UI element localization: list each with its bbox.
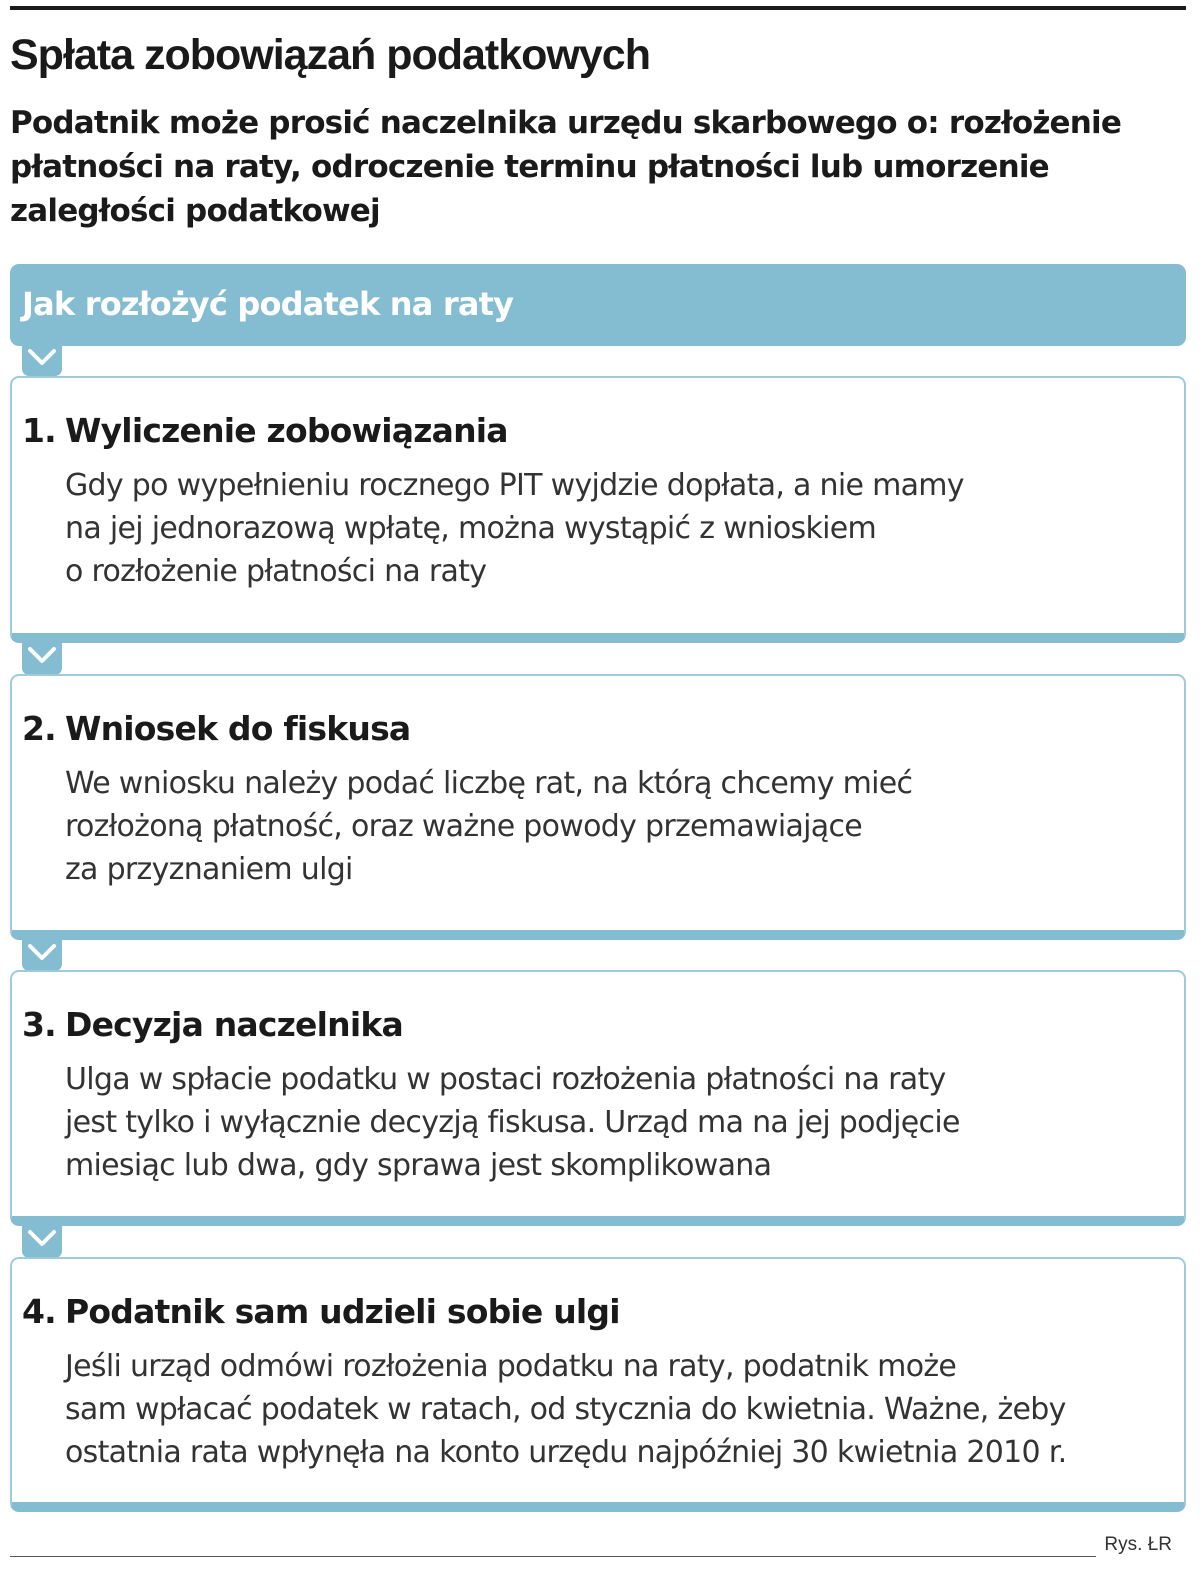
step-description-line: na jej jednorazową wpłatę, można wystąpić z wnioskiem [65, 511, 877, 546]
step-description-line: jest tylko i wyłącznie decyzją fiskusa. Urząd ma na jej podjęcie [65, 1105, 960, 1140]
step-description-line: sam wpłacać podatek w ratach, od stycznia do kwietnia. Ważne, żeby [65, 1392, 1066, 1427]
step-description-line: We wniosku należy podać liczbę rat, na którą chcemy mieć [65, 766, 913, 801]
step-card-2 [10, 674, 1186, 940]
step-title [22, 1290, 620, 1334]
step-number: 2. [22, 709, 56, 748]
section-header [10, 264, 1186, 346]
subtitle: Podatnik może prosić naczelnika urzędu skarbowego o: rozłożenie płatności na raty, odroczenie terminu płatności lub umorzenie zaległości podatkowej [10, 105, 1122, 229]
step-description [65, 1058, 1175, 1187]
bottom-rule [10, 1556, 1096, 1557]
step-description-line: za przyznaniem ulgi [65, 852, 353, 887]
connector-arrow [22, 344, 62, 376]
step-description-line: o rozłożenie płatności na raty [65, 554, 487, 589]
step-number: 1. [22, 411, 56, 450]
step-number: 4. [22, 1292, 56, 1331]
chevron-down-icon [27, 348, 57, 368]
chevron-down-icon [27, 1229, 57, 1249]
chevron-down-icon [27, 943, 57, 963]
connector-arrow [22, 1225, 62, 1258]
step-description-line: Jeśli urząd odmówi rozłożenia podatku na raty, podatnik może [65, 1349, 957, 1384]
step-description-line: miesiąc lub dwa, gdy sprawa jest skomplikowana [65, 1148, 772, 1183]
top-rule [10, 6, 1186, 10]
step-title-text: Wyliczenie zobowiązania [65, 411, 508, 450]
step-description-line: ostatnia rata wpłynęła na konto urzędu najpóźniej 30 kwietnia 2010 r. [65, 1435, 1067, 1470]
step-description-line: rozłożoną płatność, oraz ważne powody przemawiające [65, 809, 863, 844]
step-description-line: Ulga w spłacie podatku w postaci rozłożenia płatności na raty [65, 1062, 946, 1097]
graphic-credit: Rys. ŁR [1104, 1534, 1172, 1555]
step-number: 3. [22, 1005, 56, 1044]
step-description-line: Gdy po wypełnieniu rocznego PIT wyjdzie dopłata, a nie mamy [65, 468, 964, 503]
section-heading: Jak rozłożyć podatek na raty [22, 285, 514, 323]
connector-arrow [22, 642, 62, 675]
step-title-text: Decyzja naczelnika [65, 1005, 403, 1044]
step-description [65, 762, 1175, 891]
step-card-4 [10, 1257, 1186, 1512]
step-description [65, 1345, 1175, 1474]
step-title [22, 1003, 403, 1047]
chevron-down-icon [27, 646, 57, 666]
step-card-1 [10, 376, 1186, 643]
connector-arrow [22, 939, 62, 971]
step-title [22, 707, 410, 751]
page-title: Spłata zobowiązań podatkowych [10, 31, 650, 79]
step-card-3 [10, 970, 1186, 1226]
step-title-text: Podatnik sam udzieli sobie ulgi [65, 1292, 620, 1331]
step-description [65, 464, 1175, 593]
step-title-text: Wniosek do fiskusa [65, 709, 411, 748]
step-title [22, 409, 508, 453]
